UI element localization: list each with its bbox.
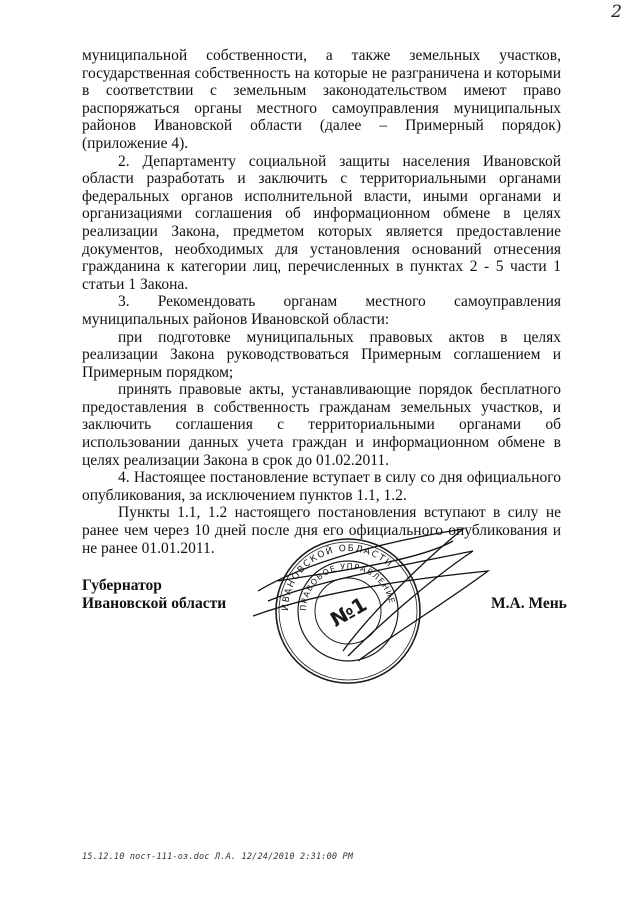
paragraph-2: 2. Департаменту социальной защиты населения Ивановской области разработать и заключить с территориальными органами федеральных органов исполнительной власти, иными органами и организациями соглашения об информационном обмене в целях реализации Закона, предметом которых является предоставление документов, необходимых для установления оснований отнесения гражданина к категории лиц, перечисленных в пунктах 2 - 5 части 1 статьи 1 Закона.	[82, 152, 561, 293]
signatory-title-line2: Ивановской области	[82, 595, 227, 612]
signatory-title	[82, 577, 226, 613]
signatory-title-line1: Губернатор	[82, 577, 162, 594]
paragraph-6: 4. Настоящее постановление вступает в силу со дня официального опубликования, за исключением пунктов 1.1, 1.2.	[82, 469, 561, 504]
signatory-name: М.А. Мень	[491, 595, 567, 612]
seal-center-text: №1	[326, 591, 371, 632]
page-number: 2	[611, 2, 622, 22]
paragraph-4: при подготовке муниципальных правовых актов в целях реализации Закона руководствоваться Примерным соглашением и Примерным порядком;	[82, 328, 561, 381]
paragraph-7: Пункты 1.1, 1.2 настоящего постановления вступают в силу не ранее чем через 10 дней после дня его официального опубликования и не ранее 01.01.2011.	[82, 504, 561, 557]
official-seal-stamp	[248, 521, 493, 691]
seal-inner-text: ПРАВОВОЕ УПРАВЛЕНИЕ	[298, 561, 397, 612]
paragraph-1: муниципальной собственности, а также земельных участков, государственная собственность на которые не разграничена и которыми в соответствии с земельным законодательством имеют право распоряжаться органы местного самоуправления муниципальных районов Ивановской области (далее – Примерный порядок) (приложение 4).	[82, 47, 561, 152]
seal-outer-text: ИВАНОВСКОЙ ОБЛАСТИ	[280, 543, 395, 612]
footer-file-info: 15.12.10 пост-111-оз.doc Л.А. 12/24/2010 2:31:00 PM	[82, 852, 354, 862]
paragraph-3: 3. Рекомендовать органам местного самоуправления муниципальных районов Ивановской области:	[82, 293, 561, 328]
paragraph-5: принять правовые акты, устанавливающие порядок бесплатного предоставления в собственность гражданам земельных участков, и заключить соглашения с территориальными органами об использовании данных учета граждан и информационном обмене в целях реализации Закона в срок до 01.02.2011.	[82, 381, 561, 469]
